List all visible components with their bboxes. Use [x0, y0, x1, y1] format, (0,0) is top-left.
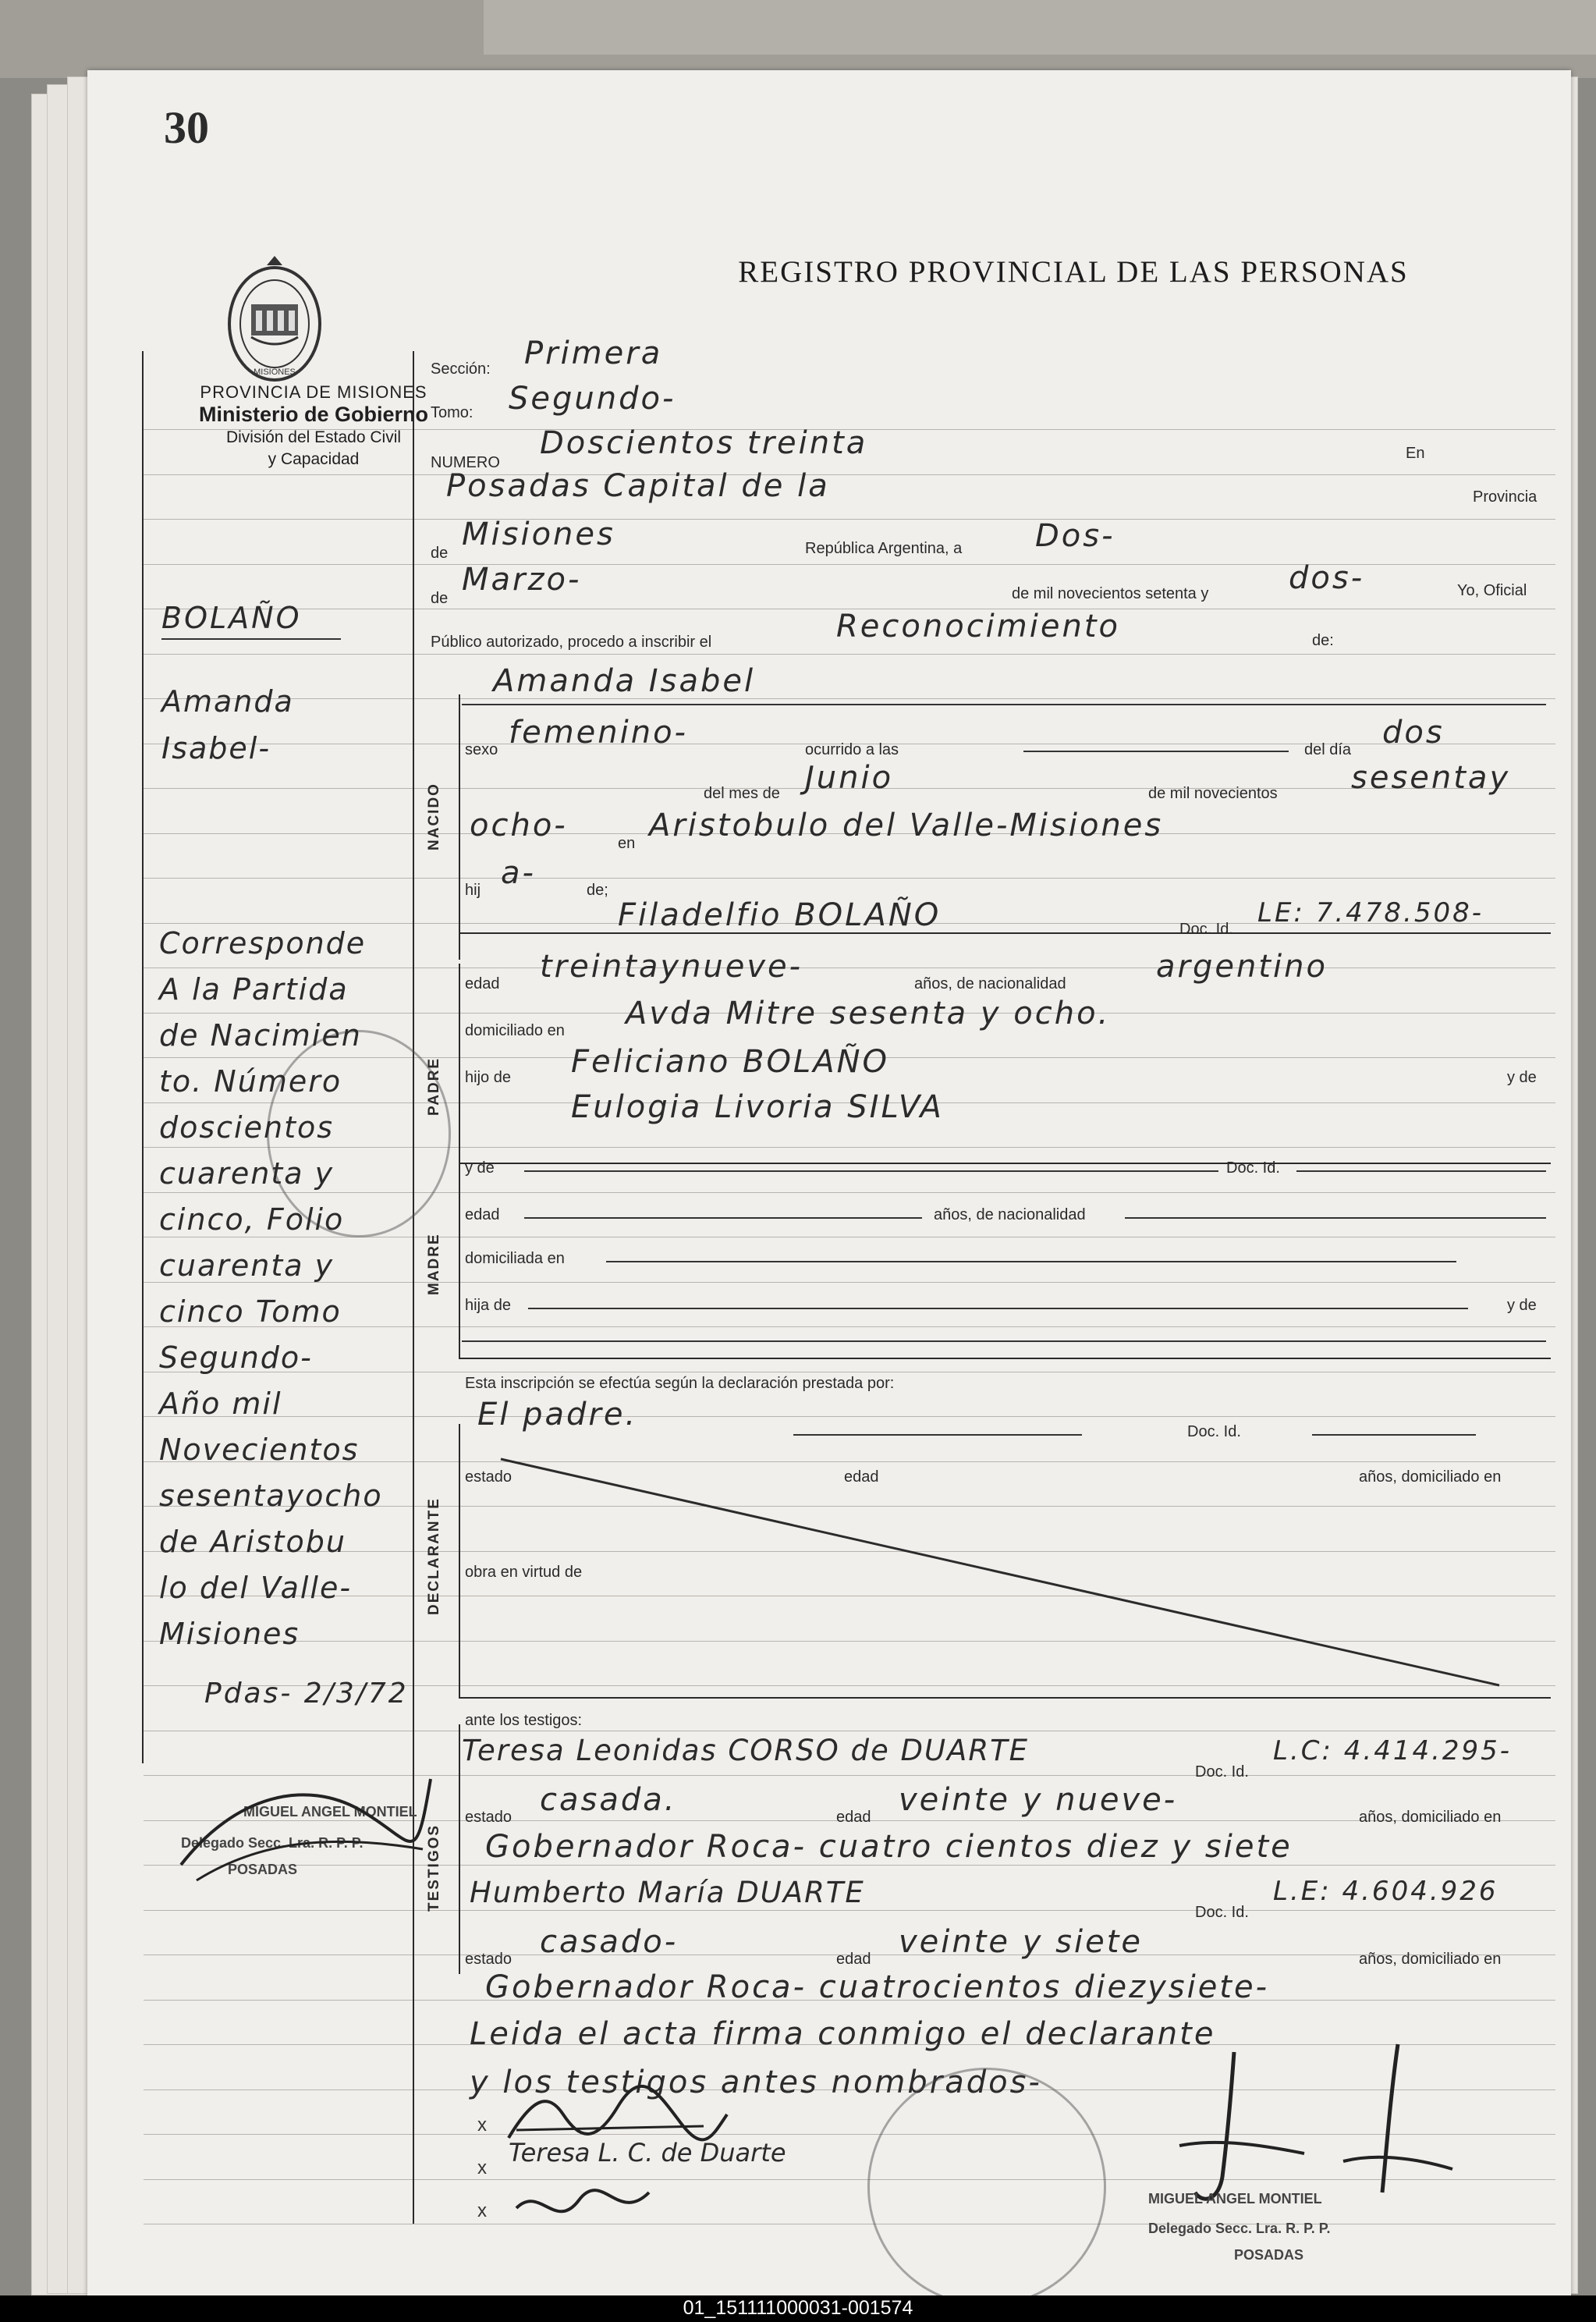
- margin-note-line: Corresponde: [159, 926, 367, 960]
- dia-label: del día: [1304, 741, 1352, 758]
- mother-edad-label: edad: [465, 1206, 500, 1223]
- margin-surname-underline: [161, 638, 341, 640]
- mes-value: Junio: [805, 760, 894, 796]
- mother-dom-label: domiciliada en: [465, 1250, 565, 1267]
- witness2-estado-value: casado-: [540, 1924, 679, 1960]
- father-doc-value: LE: 7.478.508-: [1257, 897, 1484, 928]
- register-page: [87, 70, 1571, 2295]
- margin-stamp-role: Delegado Secc. Lra. R. P. P.: [181, 1835, 364, 1851]
- page-number: 30: [164, 102, 209, 153]
- margin-note-line: doscientos: [159, 1110, 335, 1145]
- margin-note-line: sesentayocho: [159, 1479, 383, 1513]
- ruled-line: [144, 1910, 1555, 1911]
- margin-note-line: Segundo-: [159, 1340, 313, 1375]
- declarante-intro-label: Esta inscripción se efectúa según la declaración prestada por:: [465, 1375, 895, 1392]
- divider-declarante-testigos: [459, 1697, 1551, 1699]
- section-bar-nacido: [459, 694, 460, 960]
- father-nac-label: años, de nacionalidad: [914, 975, 1066, 992]
- margin-note-line: A la Partida: [159, 972, 349, 1007]
- margin-stamp-city: POSADAS: [228, 1862, 298, 1877]
- mes-label: del mes de: [704, 785, 780, 802]
- dia-value: dos: [1382, 715, 1445, 751]
- mother-doc-label: Doc. Id.: [1226, 1159, 1280, 1177]
- signature-2: Teresa L. C. de Duarte: [509, 2138, 786, 2168]
- division-name: División del Estado Civil: [225, 428, 402, 446]
- margin-stamp-name: MIGUEL ANGEL MONTIEL: [243, 1804, 417, 1820]
- padre-section-label: PADRE: [426, 1056, 442, 1116]
- margin-note-line: lo del Valle-: [159, 1571, 353, 1605]
- child-name-line: [462, 704, 1546, 705]
- margin-note-line: cuarenta y: [159, 1156, 335, 1191]
- declarante-value: El padre.: [477, 1397, 638, 1433]
- numero-label: NUMERO: [431, 454, 500, 471]
- signature-3: [509, 2177, 665, 2239]
- divider-padre-madre: [459, 1163, 1551, 1164]
- father-nac-value: argentino: [1156, 949, 1328, 985]
- numero-value: Doscientos treinta: [540, 425, 868, 461]
- province-seal-icon: [220, 250, 329, 398]
- mother-hija-line: [528, 1308, 1468, 1309]
- witness2-dom-value: Gobernador Roca- cuatrocientos diezysiete-: [485, 1969, 1270, 2005]
- witness2-doc-value: L.E: 4.604.926: [1273, 1876, 1498, 1907]
- mother-nac-label: años, de nacionalidad: [934, 1206, 1086, 1223]
- father-dom-value: Avda Mitre sesenta y ocho.: [626, 996, 1111, 1031]
- father-hijo-label: hijo de: [465, 1069, 511, 1086]
- file-caption: 01_151111000031-001574: [683, 2297, 913, 2319]
- sexo-value: femenino-: [509, 715, 688, 751]
- mother-nac-line: [1125, 1217, 1546, 1219]
- divider-madre-declarante: [459, 1358, 1551, 1359]
- margin-note-line: to. Número: [159, 1064, 342, 1099]
- provincia-label: Provincia: [1473, 488, 1537, 506]
- de2-label: de: [431, 590, 449, 607]
- declarante-section-label: DECLARANTE: [426, 1497, 442, 1615]
- declarante-estado-label: estado: [465, 1468, 512, 1486]
- de-label: de: [431, 545, 449, 562]
- closing-line-1: Leida el acta firma conmigo el declarante: [470, 2016, 1216, 2052]
- witness1-dom-value: Gobernador Roca- cuatro cientos diez y siete: [485, 1829, 1293, 1865]
- witness1-estado-label: estado: [465, 1809, 512, 1826]
- witness1-name: Teresa Leonidas CORSO de DUARTE: [462, 1734, 1030, 1767]
- de3-label: de:: [1312, 632, 1334, 649]
- section-bar-testigos: [459, 1724, 460, 1974]
- officer-stamp-name: MIGUEL ANGEL MONTIEL: [1148, 2191, 1322, 2207]
- declarante-dom-label: años, domiciliado en: [1359, 1468, 1502, 1486]
- father-hijo-value: Feliciano BOLAÑO: [571, 1044, 889, 1080]
- margin-note-line: Novecientos: [159, 1433, 360, 1467]
- republica-label: República Argentina, a: [805, 540, 963, 557]
- mother-yde2-label: y de: [1507, 1297, 1537, 1314]
- witness2-estado-label: estado: [465, 1951, 512, 1968]
- margin-given-2: Isabel-: [161, 731, 271, 765]
- en-lugar-label: en: [618, 835, 636, 852]
- margin-divider: [413, 351, 414, 2224]
- declarante-name-line: [793, 1434, 1082, 1436]
- act-value: Reconocimiento: [836, 609, 1120, 644]
- province-value: Misiones: [462, 517, 615, 552]
- witness2-dom-label: años, domiciliado en: [1359, 1951, 1502, 1968]
- witness1-doc-value: L.C: 4.414.295-: [1273, 1735, 1513, 1766]
- father-name-value: Filadelfio BOLAÑO: [618, 897, 942, 933]
- margin-surname: BOLAÑO: [161, 601, 302, 635]
- month-value: Marzo-: [462, 562, 582, 598]
- margin-note-line: de Nacimien: [159, 1018, 362, 1053]
- mother-name-line: [524, 1170, 1218, 1172]
- mother-hija-label: hija de: [465, 1297, 511, 1314]
- testigos-section-label: TESTIGOS: [426, 1823, 442, 1912]
- mother-end-line: [462, 1340, 1546, 1342]
- father-yde-label: y de: [1507, 1069, 1537, 1086]
- seccion-value: Primera: [524, 336, 663, 371]
- anio-label: de mil novecientos: [1148, 785, 1278, 802]
- margin-given-1: Amanda: [161, 684, 294, 719]
- registry-stamp-bottom: [867, 2068, 1106, 2295]
- signature-mark-2: x: [477, 2157, 487, 2178]
- cancel-stroke: [493, 1451, 1507, 1693]
- officer-signature: [1148, 2036, 1476, 2239]
- hour-line: [1023, 751, 1289, 752]
- anio-value-1: sesentay: [1351, 760, 1511, 796]
- registry-title: REGISTRO PROVINCIAL DE LAS PERSONAS: [738, 255, 1409, 289]
- place-value: Posadas Capital de la: [446, 468, 830, 504]
- hij-value: a-: [501, 855, 536, 891]
- officer-stamp-city: POSADAS: [1234, 2247, 1304, 2263]
- witness2-edad-label: edad: [836, 1951, 871, 1968]
- tomo-label: Tomo:: [431, 404, 473, 421]
- year-label: de mil novecientos setenta y: [1012, 585, 1209, 602]
- ruled-line: [144, 519, 1555, 520]
- mother-dom-line: [606, 1261, 1456, 1262]
- margin-note-line: Misiones: [159, 1617, 300, 1651]
- father-edad-value: treintaynueve-: [540, 949, 803, 985]
- ruled-line: [144, 878, 1555, 879]
- witness1-edad-value: veinte y nueve-: [899, 1782, 1178, 1818]
- margin-note-line: cinco, Folio: [159, 1202, 345, 1237]
- ruled-line: [144, 1416, 1555, 1417]
- madre-section-label: MADRE: [426, 1233, 442, 1295]
- declarante-obra-label: obra en virtud de: [465, 1564, 583, 1581]
- province-name: PROVINCIA DE MISIONES: [200, 382, 427, 402]
- father-doc-label: Doc. Id.: [1179, 921, 1233, 938]
- witness2-name: Humberto María DUARTE: [470, 1876, 865, 1909]
- ruled-line: [144, 1282, 1555, 1283]
- ministry-name: Ministerio de Gobierno: [198, 403, 429, 426]
- section-bar-declarante: [459, 1424, 460, 1697]
- father-mother-value: Eulogia Livoria SILVA: [571, 1089, 944, 1125]
- margin-note-line: cuarenta y: [159, 1248, 335, 1283]
- mother-edad-line: [524, 1217, 922, 1219]
- ruled-line: [144, 1326, 1555, 1327]
- officer-stamp-role: Delegado Secc. Lra. R. P. P.: [1148, 2221, 1331, 2236]
- witness1-doc-label: Doc. Id.: [1195, 1763, 1249, 1781]
- witness2-doc-label: Doc. Id.: [1195, 1904, 1249, 1921]
- publico-label: Público autorizado, procedo a inscribir el: [431, 634, 712, 651]
- signature-mark-1: x: [477, 2114, 487, 2136]
- margin-left-border: [142, 351, 144, 1763]
- signature-mark-3: x: [477, 2200, 487, 2221]
- seccion-label: Sección:: [431, 360, 491, 378]
- declarante-doc-label: Doc. Id.: [1187, 1423, 1241, 1440]
- closing-line-2: y los testigos antes nombrados-: [470, 2065, 1042, 2100]
- witness1-edad-label: edad: [836, 1809, 871, 1826]
- child-name-value: Amanda Isabel: [493, 663, 756, 699]
- father-edad-label: edad: [465, 975, 500, 992]
- margin-place-date: Pdas- 2/3/72: [204, 1678, 409, 1710]
- oficial-label: Yo, Oficial: [1457, 582, 1527, 599]
- margin-signature: [165, 1763, 446, 1904]
- file-caption-bar: [0, 2295, 1596, 2322]
- testigos-intro-label: ante los testigos:: [465, 1712, 583, 1729]
- book-cover-edge: [484, 0, 1596, 55]
- nacido-section-label: NACIDO: [426, 783, 442, 850]
- margin-note-line: Año mil: [159, 1386, 282, 1421]
- father-dom-label: domiciliado en: [465, 1022, 565, 1039]
- ocurrido-label: ocurrido a las: [805, 741, 899, 758]
- margin-note-line: de Aristobu: [159, 1525, 346, 1559]
- tomo-value: Segundo-: [509, 381, 676, 417]
- ministry-header: [150, 382, 477, 470]
- section-bar-madre: [459, 1163, 460, 1358]
- year-value: dos-: [1289, 560, 1365, 596]
- ruled-line: [144, 654, 1555, 655]
- lugar-value: Aristobulo del Valle-Misiones: [649, 808, 1164, 843]
- mother-doc-line: [1296, 1170, 1546, 1172]
- declarante-doc-line: [1312, 1434, 1476, 1436]
- seal-text: MISIONES: [254, 367, 296, 377]
- anio-value-2: ocho-: [470, 808, 568, 843]
- declarante-edad-label: edad: [844, 1468, 879, 1486]
- ruled-line: [144, 698, 1555, 699]
- witness1-dom-label: años, domiciliado en: [1359, 1809, 1502, 1826]
- mother-yde-label: y de: [465, 1159, 495, 1177]
- witness1-estado-value: casada.: [540, 1782, 677, 1818]
- margin-note-line: cinco Tomo: [159, 1294, 342, 1329]
- day-value: Dos-: [1035, 518, 1115, 554]
- de-hij-label: de;: [587, 882, 608, 899]
- en-label: En: [1406, 445, 1425, 462]
- witness2-edad-value: veinte y siete: [899, 1924, 1143, 1960]
- hij-label: hij: [465, 882, 481, 899]
- sexo-label: sexo: [465, 741, 498, 758]
- ruled-line: [144, 474, 1555, 475]
- division-name-2: y Capacidad: [268, 450, 360, 468]
